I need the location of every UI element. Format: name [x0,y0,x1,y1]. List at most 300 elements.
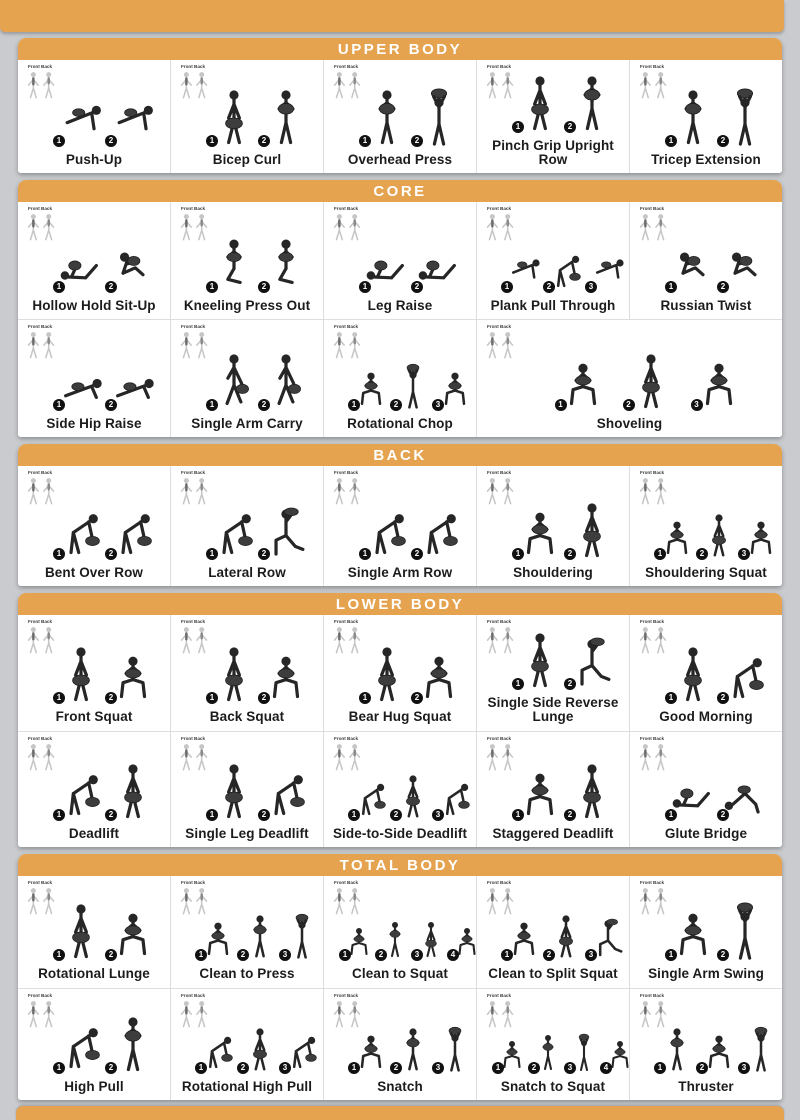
exercise-figure [364,644,410,706]
exercise-figure [284,1024,320,1076]
exercise-cell [630,876,782,988]
exercise-figure [569,630,615,692]
exercise-cell [171,732,323,848]
muscle-diagram-icon [330,63,366,113]
exercise-cell [630,989,782,1101]
exercise-figure [416,500,462,562]
muscle-diagram-icon [636,618,672,668]
muscle-diagram-label: Front Back [28,619,52,624]
exercise-figure [670,87,716,149]
exercise-row [18,202,782,319]
step-number-badge: 3 [585,281,597,293]
step-number-badge: 1 [53,548,65,560]
step-number-badge: 2 [105,692,117,704]
step-number-badge: 1 [492,1062,504,1074]
muscle-diagram-icon [330,205,366,255]
exercise-label: Side-to-Side Deadlift [332,825,468,841]
muscle-diagram-icon [330,469,366,519]
step-number-badge: 1 [512,678,524,690]
exercise-figure [416,917,446,963]
exercise-figure [364,87,410,149]
step-number-badge: 1 [555,399,567,411]
section-upper-body [18,38,782,173]
exercise-cell [477,60,629,173]
step-number-badge: 3 [738,1062,750,1074]
muscle-diagram-label: Front Back [28,64,52,69]
exercise-label: Shouldering [513,564,593,580]
muscle-diagram-label: Front Back [640,64,664,69]
exercise-label: Russian Twist [660,297,752,313]
exercise-figure [263,500,309,562]
section-lower-body [18,593,782,847]
exercise-figure [211,87,257,149]
exercise-figure [364,500,410,562]
exercise-figure [517,73,563,135]
step-number-badge: 3 [738,548,750,560]
exercise-figure [497,1030,527,1076]
exercise-label: Good Morning [659,709,753,725]
step-number-badge: 1 [665,949,677,961]
step-number-badge: 2 [528,1062,540,1074]
muscle-diagram-icon [24,205,60,255]
step-number-badge: 1 [53,281,65,293]
exercise-cell [324,732,476,848]
exercise-cell [477,989,629,1101]
exercise-figure [722,87,768,149]
muscle-diagram-label: Front Back [334,470,358,475]
step-number-badge: 2 [105,1062,117,1074]
exercise-label: Bear Hug Squat [348,709,452,725]
exercise-figure [110,761,156,823]
exercise-label: Clean to Split Squat [488,966,618,982]
exercise-figure [58,644,104,706]
section-total-body [18,854,782,1100]
exercise-figure [211,351,257,413]
exercise-figure [200,911,236,963]
step-number-badge: 1 [665,135,677,147]
exercise-figure [590,243,626,295]
step-number-badge: 2 [258,135,270,147]
step-number-badge: 2 [717,135,729,147]
exercise-label: Pinch Grip Upright Row [492,137,614,167]
exercise-figure [696,351,742,413]
exercise-figure [58,1014,104,1076]
exercise-figure [58,500,104,562]
step-number-badge: 3 [279,949,291,961]
step-number-badge: 2 [564,548,576,560]
step-number-badge: 2 [623,399,635,411]
exercise-figure [437,361,473,413]
exercise-figure [110,1014,156,1076]
step-number-badge: 2 [696,1062,708,1074]
muscle-diagram-icon [177,205,213,255]
exercise-illustration [477,320,782,415]
step-number-badge: 2 [105,949,117,961]
muscle-diagram-label: Front Back [28,880,52,885]
section-rows [18,876,782,1100]
step-number-badge: 1 [512,121,524,133]
muscle-diagram-label: Front Back [28,470,52,475]
muscle-diagram-label: Front Back [334,619,358,624]
exercise-figure [58,351,104,413]
muscle-diagram-label: Front Back [487,880,511,885]
exercise-figure [380,917,410,963]
section-title: CORE [373,182,427,200]
step-number-badge: 3 [432,1062,444,1074]
exercise-cell [18,320,170,437]
step-number-badge: 1 [348,809,360,821]
muscle-diagram-label: Front Back [181,880,205,885]
exercise-label: Thruster [678,1078,734,1094]
muscle-diagram-label: Front Back [487,64,511,69]
exercise-cell [630,60,782,173]
step-number-badge: 1 [53,1062,65,1074]
exercise-figure [670,761,716,823]
exercise-figure [437,771,473,823]
exercise-label: Snatch to Squat [500,1078,606,1094]
step-number-badge: 1 [53,135,65,147]
step-number-badge: 1 [348,399,360,411]
step-number-badge: 2 [411,692,423,704]
muscle-diagram-label: Front Back [334,880,358,885]
exercise-figure [344,917,374,963]
section-rows [18,202,782,437]
muscle-diagram-icon [177,63,213,113]
muscle-diagram-icon [483,63,519,113]
exercise-label: Overhead Press [347,151,453,167]
exercise-figure [242,1024,278,1076]
step-number-badge: 1 [359,281,371,293]
muscle-diagram-icon [24,618,60,668]
muscle-diagram-icon [24,992,60,1042]
step-number-badge: 1 [359,548,371,560]
exercise-figure [517,500,563,562]
exercise-cell [171,876,323,988]
exercise-cell [324,320,476,437]
exercise-cell [324,466,476,586]
exercise-figure [569,73,615,135]
muscle-diagram-icon [177,469,213,519]
step-number-badge: 2 [717,809,729,821]
muscle-diagram-icon [636,735,672,785]
exercise-label: Rotational Lunge [38,966,150,982]
step-number-badge: 4 [447,949,459,961]
step-number-badge: 1 [206,692,218,704]
muscle-diagram-label: Front Back [181,735,205,741]
exercise-cell [18,732,170,848]
muscle-diagram-label: Front Back [28,324,52,329]
step-number-badge: 1 [348,1062,360,1074]
section-rows [18,60,782,173]
exercise-label: Plank Pull Through [490,297,616,313]
muscle-diagram-label: Front Back [640,619,664,624]
step-number-badge: 1 [654,1062,666,1074]
section-header [18,180,782,202]
exercise-label: High Pull [64,1078,124,1094]
exercise-figure [110,351,156,413]
exercise-cell [18,60,170,173]
muscle-diagram-label: Front Back [28,992,52,998]
exercise-label: Rotational High Pull [181,1078,313,1094]
exercise-figure [722,901,768,963]
exercise-cell [324,615,476,731]
exercise-figure [437,1024,473,1076]
muscle-diagram-icon [24,879,60,929]
exercise-label: Push-Up [65,151,123,167]
section-title: BACK [373,446,427,464]
muscle-diagram-icon [483,323,519,373]
step-number-badge: 2 [105,399,117,411]
exercise-cell [171,320,323,437]
exercise-figure [506,243,542,295]
muscle-diagram-label: Front Back [181,64,205,69]
step-number-badge: 2 [105,135,117,147]
step-number-badge: 3 [585,949,597,961]
muscle-diagram-icon [24,735,60,785]
exercise-figure [743,510,779,562]
step-number-badge: 1 [53,949,65,961]
step-number-badge: 2 [717,949,729,961]
exercise-label: Clean to Squat [352,966,448,982]
exercise-cell [324,60,476,173]
muscle-diagram-icon [24,63,60,113]
step-number-badge: 1 [53,399,65,411]
step-number-badge: 1 [206,548,218,560]
muscle-diagram-label: Front Back [640,470,664,475]
muscle-diagram-icon [177,735,213,785]
step-number-badge: 2 [717,281,729,293]
step-number-badge: 2 [564,121,576,133]
step-number-badge: 3 [279,1062,291,1074]
exercise-figure [211,761,257,823]
step-number-badge: 1 [206,281,218,293]
exercise-row [18,876,782,988]
step-number-badge: 2 [105,281,117,293]
section-title: LOWER BODY [335,595,465,613]
exercise-label: Deadlift [68,825,120,841]
step-number-badge: 1 [665,692,677,704]
exercise-figure [353,1024,389,1076]
section-header [18,38,782,60]
exercise-figure [722,761,768,823]
muscle-diagram-label: Front Back [640,992,664,998]
exercise-figure [364,233,410,295]
exercise-label: Shouldering Squat [645,564,767,580]
muscle-diagram-label: Front Back [640,735,664,741]
exercise-label: Side Hip Raise [46,415,142,431]
exercise-cell [18,202,170,319]
step-number-badge: 1 [359,135,371,147]
exercise-cell [477,320,782,437]
exercise-figure [701,1024,737,1076]
step-number-badge: 1 [339,949,351,961]
section-title: TOTAL BODY [339,856,461,874]
section-rows [18,466,782,586]
exercise-cell [324,876,476,988]
step-number-badge: 2 [411,281,423,293]
step-number-badge: 2 [237,949,249,961]
exercise-cell [171,989,323,1101]
poster-sections [18,38,782,1100]
exercise-figure [242,911,278,963]
step-number-badge: 1 [53,692,65,704]
exercise-figure [701,510,737,562]
exercise-figure [58,87,104,149]
exercise-figure [211,233,257,295]
exercise-label: Shoveling [596,415,663,431]
step-number-badge: 3 [411,949,423,961]
step-number-badge: 2 [390,399,402,411]
exercise-figure [263,351,309,413]
exercise-cell [630,732,782,848]
muscle-diagram-label: Front Back [334,64,358,69]
exercise-figure [416,233,462,295]
exercise-cell [477,466,629,586]
step-number-badge: 2 [390,809,402,821]
muscle-diagram-label: Front Back [334,206,358,211]
exercise-figure [263,761,309,823]
exercise-cell [18,989,170,1101]
exercise-cell [171,615,323,731]
exercise-figure [284,911,320,963]
muscle-diagram-label: Front Back [640,206,664,211]
exercise-label: Snatch [377,1078,423,1094]
muscle-diagram-icon [483,735,519,785]
exercise-figure [263,87,309,149]
step-number-badge: 2 [258,692,270,704]
exercise-cell [630,202,782,319]
muscle-diagram-label: Front Back [181,470,205,475]
exercise-figure [569,761,615,823]
muscle-diagram-label: Front Back [28,735,52,741]
exercise-label: Rotational Chop [347,415,453,431]
exercise-figure [263,233,309,295]
section-header [18,854,782,876]
exercise-figure [395,1024,431,1076]
muscle-diagram-label: Front Back [334,324,358,329]
exercise-figure [211,644,257,706]
exercise-figure [569,1030,599,1076]
exercise-figure [670,901,716,963]
exercise-label: Front Squat [55,709,133,725]
exercise-label: Staggered Deadlift [492,825,614,841]
exercise-figure [58,233,104,295]
step-number-badge: 2 [375,949,387,961]
muscle-diagram-label: Front Back [487,206,511,211]
exercise-figure [353,771,389,823]
step-number-badge: 2 [543,281,555,293]
muscle-diagram-icon [24,323,60,373]
exercise-figure [517,761,563,823]
exercise-label: Back Squat [209,709,285,725]
step-number-badge: 1 [195,949,207,961]
step-number-badge: 3 [432,399,444,411]
step-number-badge: 1 [501,281,513,293]
exercise-figure [395,361,431,413]
step-number-badge: 2 [717,692,729,704]
exercise-row [18,732,782,848]
exercise-label: Tricep Extension [651,151,761,167]
exercise-figure [416,644,462,706]
exercise-figure [110,901,156,963]
step-number-badge: 2 [258,548,270,560]
exercise-cell [630,615,782,731]
step-number-badge: 3 [691,399,703,411]
exercise-figure [110,87,156,149]
exercise-figure [569,500,615,562]
muscle-diagram-label: Front Back [334,992,358,998]
section-header [18,444,782,466]
step-number-badge: 2 [411,548,423,560]
muscle-diagram-icon [483,618,519,668]
muscle-diagram-icon [483,469,519,519]
exercise-cell [630,466,782,586]
exercise-row [18,615,782,731]
step-number-badge: 2 [258,281,270,293]
muscle-diagram-label: Front Back [28,206,52,211]
step-number-badge: 2 [390,1062,402,1074]
exercise-figure [743,1024,779,1076]
exercise-figure [395,771,431,823]
section-rows [18,615,782,847]
exercise-label: Single Side Reverse Lunge [487,695,619,725]
muscle-diagram-icon [24,469,60,519]
exercise-figure [590,911,626,963]
exercise-label: Single Leg Deadlift [185,825,309,841]
exercise-cell [18,466,170,586]
exercise-cell [18,615,170,731]
step-number-badge: 2 [696,548,708,560]
step-number-badge: 1 [665,809,677,821]
exercise-label: Glute Bridge [664,825,748,841]
section-header [18,593,782,615]
step-number-badge: 2 [564,678,576,690]
muscle-diagram-icon [636,205,672,255]
exercise-figure [722,233,768,295]
exercise-figure [211,500,257,562]
exercise-figure [548,243,584,295]
exercise-cell [477,615,629,731]
exercise-label: Clean to Press [199,966,295,982]
previous-section-strip [0,0,784,32]
exercise-figure [416,87,462,149]
muscle-diagram-icon [177,618,213,668]
exercise-figure [263,644,309,706]
step-number-badge: 2 [411,135,423,147]
step-number-badge: 2 [258,399,270,411]
step-number-badge: 2 [543,949,555,961]
step-number-badge: 2 [237,1062,249,1074]
exercise-figure [517,630,563,692]
exercise-figure [110,233,156,295]
exercise-figure [670,233,716,295]
step-number-badge: 2 [258,809,270,821]
muscle-diagram-label: Front Back [181,992,205,998]
muscle-diagram-label: Front Back [334,735,358,741]
step-number-badge: 1 [53,809,65,821]
muscle-diagram-label: Front Back [487,324,511,329]
exercise-label: Bent Over Row [44,564,144,580]
exercise-figure [670,644,716,706]
step-number-badge: 1 [206,399,218,411]
next-section-strip [16,1106,784,1120]
step-number-badge: 1 [195,1062,207,1074]
exercise-label: Bicep Curl [212,151,282,167]
section-title: UPPER BODY [337,40,463,58]
exercise-figure [548,911,584,963]
step-number-badge: 1 [206,135,218,147]
step-number-badge: 1 [512,809,524,821]
